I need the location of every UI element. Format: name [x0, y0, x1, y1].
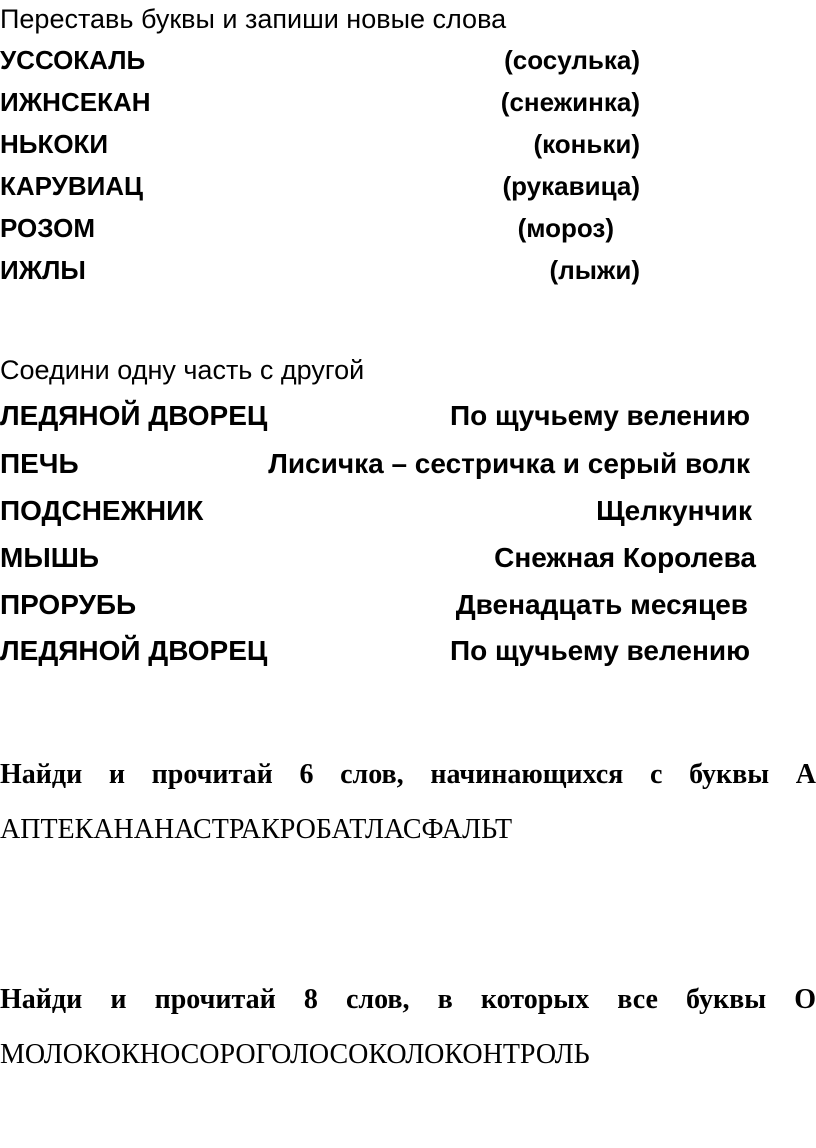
anagram-instruction: Переставь буквы и запиши новые слова	[0, 4, 507, 34]
matching-row	[0, 582, 760, 628]
find-a-letters: АПТЕКАНАНАСТРАКРОБАТЛАСФАЛЬТ	[0, 814, 513, 845]
matching-right-item: Двенадцать месяцев	[455, 589, 748, 620]
anagram-row	[0, 208, 640, 248]
matching-left-item: ПЕЧЬ	[0, 448, 79, 479]
matching-row	[0, 535, 760, 581]
anagram-answer: (рукавица)	[502, 171, 640, 201]
matching-left-item: ПОДСНЕЖНИК	[0, 495, 204, 526]
matching-row	[0, 488, 760, 534]
matching-left-item: МЫШЬ	[0, 542, 99, 573]
anagram-row	[0, 124, 640, 164]
matching-right-item: Снежная Королева	[494, 542, 756, 573]
anagram-row	[0, 82, 640, 122]
anagram-scrambled: РОЗОМ	[0, 213, 96, 243]
anagram-row	[0, 166, 640, 206]
matching-right-item: Лисичка – сестричка и серый волк	[268, 448, 750, 479]
matching-instruction: Соедини одну часть с другой	[0, 355, 365, 385]
matching-row	[0, 441, 760, 487]
find-o-title: Найди и прочитай 8 слов, в которых все буквы О	[0, 984, 816, 1015]
anagram-answer: (лыжи)	[549, 255, 640, 285]
matching-right-item: По щучьему велению	[449, 400, 750, 431]
anagram-answer: (коньки)	[533, 129, 640, 159]
matching-right-item: По щучьему велению	[449, 635, 750, 666]
anagram-scrambled: НЬКОКИ	[0, 129, 109, 159]
matching-row	[0, 628, 760, 674]
matching-left-item: ЛЕДЯНОЙ ДВОРЕЦ	[0, 400, 268, 431]
find-o-letters: МОЛОКОКНОСОРОГОЛОСОКОЛОКОНТРОЛЬ	[0, 1039, 590, 1070]
anagram-row	[0, 250, 640, 290]
anagram-answer: (сосулька)	[504, 45, 640, 75]
matching-row	[0, 393, 760, 439]
anagram-scrambled: ИЖНСЕКАН	[0, 87, 151, 117]
anagram-scrambled: ИЖЛЫ	[0, 255, 86, 285]
anagram-answer: (снежинка)	[500, 87, 640, 117]
anagram-scrambled: УССОКАЛЬ	[0, 45, 146, 75]
matching-left-item: ПРОРУБЬ	[0, 589, 137, 620]
anagram-scrambled: КАРУВИАЦ	[0, 171, 144, 201]
matching-left-item: ЛЕДЯНОЙ ДВОРЕЦ	[0, 635, 268, 666]
anagram-row	[0, 40, 640, 80]
find-a-title: Найди и прочитай 6 слов, начинающихся с буквы А	[0, 759, 816, 790]
anagram-answer: (мороз)	[517, 213, 614, 243]
matching-right-item: Щелкунчик	[596, 495, 752, 526]
